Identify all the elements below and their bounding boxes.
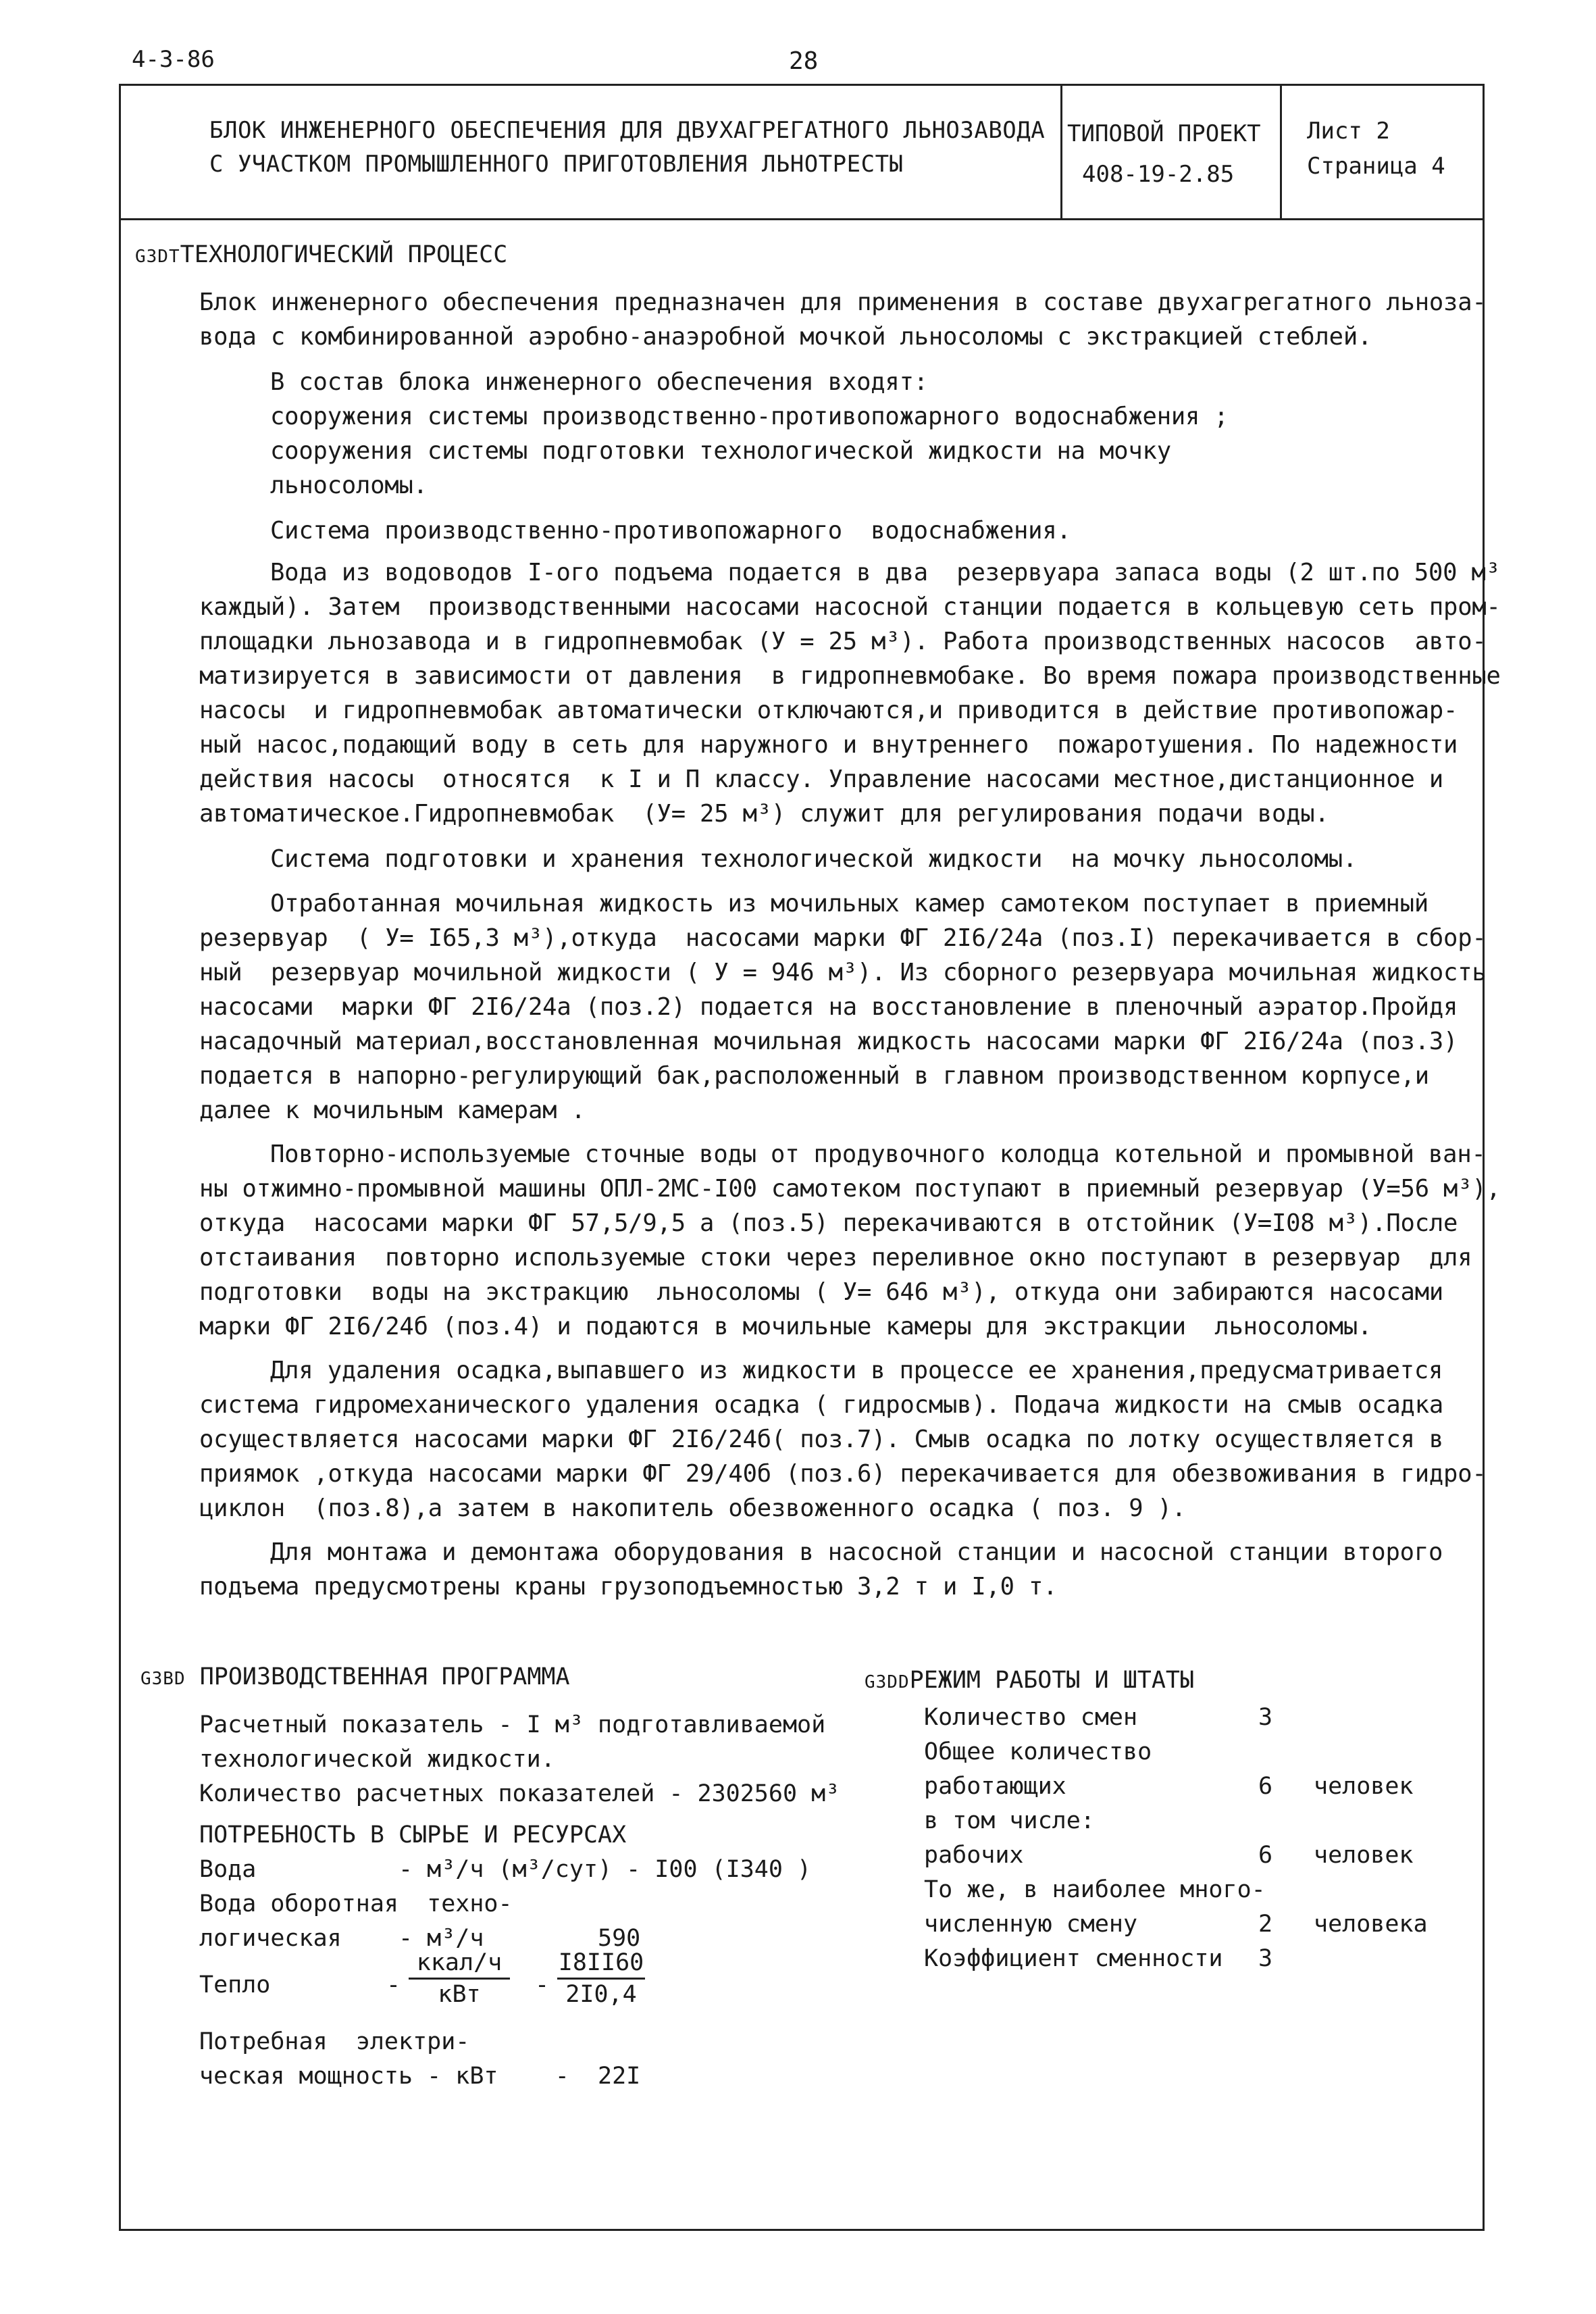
text-line: Отработанная мочильная жидкость из мочильных камер самотеком поступает в приемный [270,890,1428,917]
text-line: технологической жидкости. [199,1746,555,1773]
text-line: осуществляется насосами марки ФГ 2I6/24б( поз.7). Смыв осадка по лотку осуществляется в [199,1426,1444,1453]
schedule-value: 3 [1258,1704,1273,1731]
heat-values-fraction [557,1949,645,2008]
schedule-label: в том числе: [924,1807,1095,1834]
text-line: ческая мощность - кВт - 22I [199,2063,641,2090]
document-code: 4-3-86 [132,46,215,73]
schedule-label: численную смену [924,1911,1138,1938]
text-line: логическая - м³/ч 590 [199,1925,641,1952]
text-line: Блок инженерного обеспечения предназначен для применения в составе двухагрегатного льноза- [199,288,1487,316]
header-title-line-2: С УЧАСТКОМ ПРОМЫШЛЕННОГО ПРИГОТОВЛЕНИЯ ЛЬНОТРЕСТЫ [209,151,904,178]
header-title-line-1: БЛОК ИНЖЕНЕРНОГО ОБЕСПЕЧЕНИЯ ДЛЯ ДВУХАГРЕГАТНОГО ЛЬНОЗАВОДА [209,117,1046,144]
text-line: сооружения системы подготовки технологической жидкости на мочку [270,437,1171,465]
text-line: ПОТРЕБНОСТЬ В СЫРЬЕ И РЕСУРСАХ [199,1821,627,1848]
section-title: ТЕХНОЛОГИЧЕСКИЙ ПРОЦЕСС [180,241,508,268]
header-divider-v1 [1060,84,1062,219]
text-line: Повторно-используемые сточные воды от продувочного колодца котельной и промывной ван- [270,1140,1486,1168]
heat-value-bottom: 2I0,4 [565,1981,637,2008]
section-technological-process-heading [135,241,507,268]
text-line: приямок ,откуда насосами марки ФГ 29/40б (поз.6) перекачивается для обезвоживания в гидро- [199,1460,1487,1488]
text-line: льносоломы. [270,472,428,499]
sheet-label: Лист 2 [1307,118,1390,145]
schedule-label: рабочих [924,1842,1024,1869]
text-line: откуда насосами марки ФГ 57,5/9,5 а (поз.5) перекачиваются в отстойник (У=I08 м³).После [199,1209,1458,1237]
heat-units-top: ккал/ч [416,1949,503,1976]
text-line: насосами марки ФГ 2I6/24а (поз.2) подается на восстановление в пленочный аэратор.Пройдя [199,993,1458,1021]
text-line: В состав блока инженерного обеспечения входят: [270,368,928,396]
page-number: 28 [789,47,819,75]
schedule-value: 2 [1258,1911,1273,1938]
text-line: Вода - м³/ч (м³/сут) - I00 (I340 ) [199,1856,812,1883]
text-line: площадки льнозавода и в гидропневмобак (У = 25 м³). Работа производственных насосов авто- [199,628,1487,655]
header-title [209,114,1045,181]
text-line: матизируется в зависимости от давления в гидропневмобаке. Во время пожара производственные [199,662,1501,690]
heat-label: Тепло [199,1971,271,1998]
text-line: Система производственно-противопожарного водоснабжения. [270,517,1071,545]
schedule-unit: человек [1314,1773,1414,1800]
schedule-unit: человек [1314,1842,1414,1869]
text-line: автоматическое.Гидропневмобак (У= 25 м³) служит для регулирования подачи воды. [199,800,1329,828]
text-line: вода с комбинированной аэробно-анаэробной мочкой льносоломы с экстракцией стеблей. [199,323,1372,351]
text-line: действия насосы относятся к I и П классу. Управление насосами местное,дистанционное и [199,765,1444,793]
section-code: G3BD [140,1669,186,1689]
text-line: циклон (поз.8),а затем в накопитель обезвоженного осадка ( поз. 9 ). [199,1494,1186,1522]
schedule-label: Коэффициент сменности [924,1945,1223,1972]
project-number: 408-19-2.85 [1082,161,1235,188]
text-line: Для монтажа и демонтажа оборудования в насосной станции и насосной станции второго [270,1538,1443,1566]
section-title: ПРОИЗВОДСТВЕННАЯ ПРОГРАММА [199,1663,570,1690]
text-line: резервуар ( У= I65,3 м³),откуда насосами марки ФГ 2I6/24а (поз.I) перекачивается в сбор- [199,924,1487,952]
section-work-schedule-heading [865,1667,1194,1694]
text-line: подъема предусмотрены краны грузоподъемностью 3,2 т и I,0 т. [199,1573,1058,1601]
heat-value-top: I8II60 [558,1949,644,1976]
schedule-label: То же, в наиболее много- [924,1876,1266,1903]
project-label: ТИПОВОЙ ПРОЕКТ [1067,120,1261,147]
header-project [1067,114,1261,195]
heat-dash: - [535,1971,550,1998]
text-line: каждый). Затем производственными насосами насосной станции подается в кольцевую сеть пром- [199,593,1501,621]
header-sheet [1307,114,1445,184]
schedule-value: 6 [1258,1773,1273,1800]
schedule-label: Общее количество [924,1738,1152,1765]
heat-units-fraction [409,1949,510,2008]
text-line: Система подготовки и хранения технологической жидкости на мочку льносоломы. [270,845,1358,873]
fraction-line [409,1978,510,1980]
section-title: РЕЖИМ РАБОТЫ И ШТАТЫ [909,1667,1195,1694]
text-line: ны отжимно-промывной машины ОПЛ-2МС-I00 самотеком поступают в приемный резервуар (У=56 м³), [199,1175,1501,1203]
section-code: G3DD [865,1672,910,1692]
schedule-label: Количество смен [924,1704,1138,1731]
text-line: ный насос,подающий воду в сеть для наружного и внутреннего пожаротушения. По надежности [199,731,1458,759]
page-label: Страница 4 [1307,153,1445,180]
heat-units-bottom: кВт [438,1981,481,2008]
fraction-line [557,1978,645,1980]
text-line: насадочный материал,восстановленная мочильная жидкость насосами марки ФГ 2I6/24а (поз.3) [199,1028,1458,1055]
text-line: отстаивания повторно используемые стоки через переливное окно поступают в резервуар для [199,1244,1472,1272]
text-line: сооружения системы производственно-противопожарного водоснабжения ; [270,403,1229,430]
text-line: подготовки воды на экстракцию льносоломы ( У= 646 м³), откуда они забираются насосами [199,1278,1444,1306]
header-divider-v2 [1280,84,1282,219]
section-code: G3DT [135,247,180,267]
text-line: марки ФГ 2I6/24б (поз.4) и подаются в мочильные камеры для экстракции льносоломы. [199,1313,1372,1340]
text-line: система гидромеханического удаления осадка ( гидросмыв). Подача жидкости на смыв осадка [199,1391,1444,1419]
schedule-value: 6 [1258,1842,1273,1869]
text-line: Вода из водоводов I-ого подъема подается в два резервуара запаса воды (2 шт.по 500 м³ [270,559,1500,586]
text-line: ный резервуар мочильной жидкости ( У = 946 м³). Из сборного резервуара мочильная жидкость [199,959,1487,986]
text-line: Расчетный показатель - I м³ подготавливаемой [199,1711,826,1738]
text-line: насосы и гидропневмобак автоматически отключаются,и приводится в действие противопожар- [199,697,1458,724]
schedule-unit: человека [1314,1911,1428,1938]
text-line: Для удаления осадка,выпавшего из жидкости в процессе ее хранения,предусматривается [270,1357,1443,1384]
section-production-program-heading [140,1663,570,1690]
text-line: далее к мочильным камерам . [199,1097,586,1124]
text-line: Потребная электри- [199,2028,470,2055]
text-line: Количество расчетных показателей - 2302560 м³ [199,1780,840,1807]
text-line: подается в напорно-регулирующий бак,расположенный в главном производственном корпусе,и [199,1062,1429,1090]
heat-dash: - [386,1971,401,1998]
schedule-label: работающих [924,1773,1066,1800]
text-line: Вода оборотная техно- [199,1890,513,1917]
schedule-value: 3 [1258,1945,1273,1972]
